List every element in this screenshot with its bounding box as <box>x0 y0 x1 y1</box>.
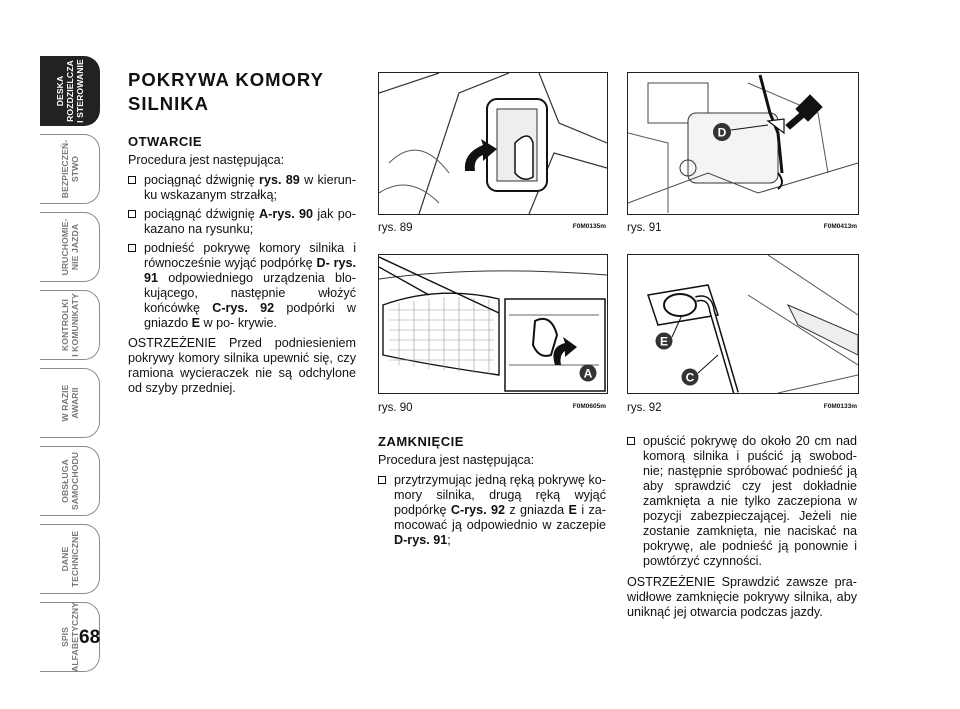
label-e: E <box>659 334 669 349</box>
tab-label: DANE TECHNICZNE <box>60 530 80 588</box>
tab-obsluga-samochodu[interactable] <box>40 442 106 520</box>
tab-label: OBSŁUGA SAMOCHODU <box>60 451 80 511</box>
close-step-2: opuścić pokrywę do około 20 cm nad komorą silnika i puścić ją swobod- nie; następnie spróbować podnieść ją aby sprawdzić czy jest dokładnie zamknięta a nie tylko zaczepiona w pozycji zabezpieczającej. Jeżeli nie zostanie zamknięta, nie naciskać na pokrywę, ale podnieść ją ponownie i powtórzyć czynności. <box>627 434 857 569</box>
tab-deska-rozdzielcza[interactable] <box>40 52 106 130</box>
figure-91-code: F0M0413m <box>823 223 857 230</box>
label-d: D <box>717 125 727 140</box>
figure-89-illustration <box>378 72 608 215</box>
chapter-tabs <box>40 52 106 676</box>
figure-89-code: F0M0135m <box>572 223 606 230</box>
tab-uruchomienie-jazda[interactable] <box>40 208 106 286</box>
figure-92-illustration <box>627 254 859 394</box>
figure-90-caption: rys. 90 <box>378 402 413 414</box>
open-step-2: pociągnąć dźwignię A-rys. 90 jak po- kazano na rysunku; <box>128 207 356 237</box>
figure-90-illustration <box>378 254 608 394</box>
middle-column <box>378 434 606 552</box>
tab-bezpieczenstwo[interactable] <box>40 130 106 208</box>
tab-label: URUCHOMIE- NIE JAZDA <box>60 218 80 276</box>
right-column <box>627 434 857 625</box>
tab-label: W RAZIE AWARII <box>60 384 80 422</box>
figure-90-code: F0M0605m <box>572 403 606 410</box>
figure-91-caption: rys. 91 <box>627 222 662 234</box>
figure-92 <box>627 254 859 419</box>
open-warning: OSTRZEŻENIE Przed podniesieniem pokrywy komory silnika upewnić się, czy ramiona wycieraczek nie są odchylone od szyby przedniej. <box>128 336 356 395</box>
figure-89 <box>378 72 608 237</box>
open-step-1: pociągnąć dźwignię rys. 89 w kierun- ku wskazanym strzałką; <box>128 173 356 203</box>
page-number: 68 <box>79 627 101 648</box>
tab-label: DESKA ROZDZIELCZA I STEROWANIE <box>55 59 85 123</box>
tab-dane-techniczne[interactable] <box>40 520 106 598</box>
figure-91-illustration <box>627 72 859 215</box>
close-warning: OSTRZEŻENIE Sprawdzić zawsze pra- widłowe zamknięcie pokrywy silnika, aby uniknąć jej otwarcia podczas jazdy. <box>627 575 857 619</box>
open-step-3: podnieść pokrywę komory silnika i równocześnie wyjąć podpórkę D- rys. 91 odpowiedniego urządzenia blo- kującego, następnie włożyć końcówkę C-rys. 92 podpórki w gniazdo E w po- krywie. <box>128 241 356 331</box>
close-heading: ZAMKNIĘCIE <box>378 434 464 449</box>
label-a: A <box>583 366 593 381</box>
tab-label: SPIS ALFABETYCZNY <box>60 602 80 672</box>
figure-91 <box>627 72 859 237</box>
figure-90 <box>378 254 608 419</box>
label-c: C <box>685 370 695 385</box>
open-heading: OTWARCIE <box>128 134 203 149</box>
tab-kontrolki[interactable] <box>40 286 106 364</box>
tab-w-razie-awarii[interactable] <box>40 364 106 442</box>
section-title: POKRYWA KOMORY SILNIKA <box>128 69 324 114</box>
figure-92-code: F0M0133m <box>823 403 857 410</box>
tab-label: KONTROLKI I KOMUNIKATY <box>60 293 80 357</box>
open-intro: Procedura jest następująca: <box>128 153 285 167</box>
close-intro: Procedura jest następująca: <box>378 453 535 467</box>
close-step-1: przytrzymując jedną ręką pokrywę ko- mory silnika, drugą ręką wyjąć podpórkę C-rys. 92 z gniazda E i za- mocować ją odpowiednio w zaczepie D-rys. 91; <box>378 473 606 548</box>
figure-92-caption: rys. 92 <box>627 402 662 414</box>
figure-89-caption: rys. 89 <box>378 222 413 234</box>
left-column <box>128 68 356 401</box>
tab-label: BEZPIECZEŃ- STWO <box>60 139 80 199</box>
